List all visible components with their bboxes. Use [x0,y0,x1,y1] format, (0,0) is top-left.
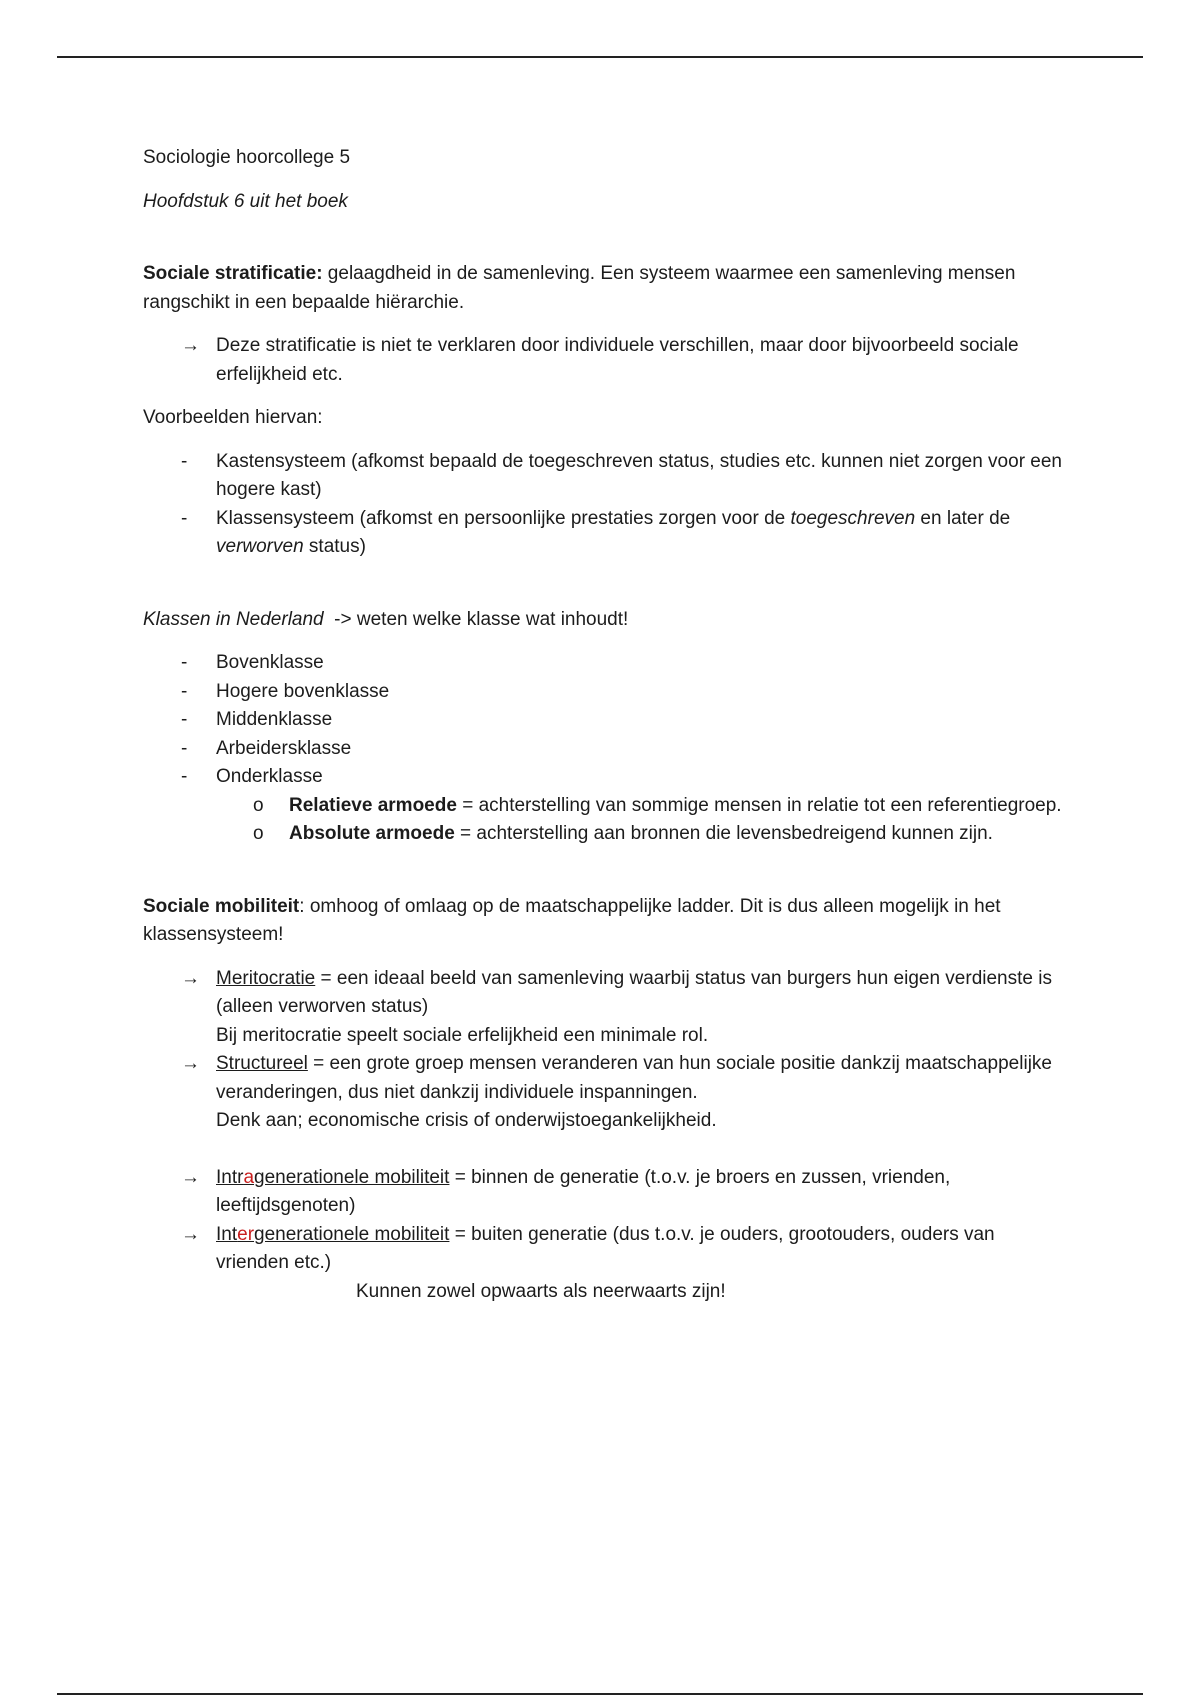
list-item: → Intragenerationele mobiliteit = binnen de generatie (t.o.v. je broers en zussen, vrienden, leeftijdsgenoten) [143,1164,1063,1221]
sub-list-item: o Absolute armoede = achterstelling aan bronnen die levensbedreigend kunnen zijn. [143,820,1063,849]
footer-rule [57,1693,1143,1695]
dash-bullet-icon: - [181,507,188,529]
mobiliteit-definition: Sociale mobiliteit: omhoog of omlaag op de maatschappelijke ladder. Dit is dus alleen mogelijk in het klassensysteem! [143,895,1001,945]
klassen-heading: Klassen in Nederland -> weten welke klasse wat inhoudt! [143,608,629,630]
dash-bullet-icon: - [181,737,188,759]
dash-bullet-icon: - [181,652,188,673]
list-item: - Middenklasse [143,706,1063,735]
arrow-icon: → [181,1053,200,1074]
examples-label: Voorbeelden hiervan: [143,407,323,428]
list-item: - Onderklasse [143,763,1063,792]
dash-bullet-icon: - [181,709,188,730]
list-item: → Meritocratie = een ideaal beeld van samenleving waarbij status van burgers hun eigen verdienste is (alleen verworven status) Bij meritocratie speelt sociale erfelijkheid een minimale rol. [143,965,1063,1051]
dash-bullet-icon: - [181,766,188,787]
list-item: - Klassensysteem (afkomst en persoonlijke prestaties zorgen voor de toegeschreven en later de verworven status) [143,505,1063,562]
list-item: - Arbeidersklasse [143,735,1063,764]
arrow-icon: → [181,1223,200,1245]
list-item: → Structureel = een grote groep mensen veranderen van hun sociale positie dankzij maatschappelijke veranderingen, dus niet dankzij individuele inspanningen. Denk aan; economische crisis of onderwijstoegankelijkheid. [143,1050,1063,1136]
closing-note: Kunnen zowel opwaarts als neerwaarts zijn! [356,1280,726,1302]
list-item: - Hogere bovenklasse [143,678,1063,707]
list-item: → Deze stratificatie is niet te verklaren door individuele verschillen, maar door bijvoorbeeld sociale erfelijkheid etc. [143,332,1063,389]
mobiliteit-term: Sociale mobiliteit [143,895,300,917]
list-item: - Bovenklasse [143,649,1063,678]
stratificatie-term: Sociale stratificatie: [143,263,323,284]
arrow-icon: → [181,967,200,989]
dash-bullet-icon: - [181,450,188,472]
stratificatie-definition: Sociale stratificatie: gelaagdheid in de samenleving. Een systeem waarmee een samenleving mensen rangschikt in een bepaalde hiërarchie. [143,263,1016,313]
list-item: → Intergenerationele mobiliteit = buiten generatie (dus t.o.v. je ouders, grootouders, ouders van vrienden etc.) [143,1221,1063,1278]
arrow-icon: → [181,335,200,356]
dash-bullet-icon: - [181,680,188,702]
circle-bullet-icon: o [253,794,264,816]
list-item: - Kastensysteem (afkomst bepaald de toegeschreven status, studies etc. kunnen niet zorgen voor een hogere kast) [143,448,1063,505]
document-body [143,144,1063,1306]
circle-bullet-icon: o [253,823,264,844]
header-rule [57,56,1143,58]
document-subtitle: Hoofdstuk 6 uit het boek [143,190,348,212]
sub-list-item: o Relatieve armoede = achterstelling van sommige mensen in relatie tot een referentiegroep. [143,792,1063,821]
arrow-icon: → [181,1166,200,1188]
document-title: Sociologie hoorcollege 5 [143,147,351,168]
